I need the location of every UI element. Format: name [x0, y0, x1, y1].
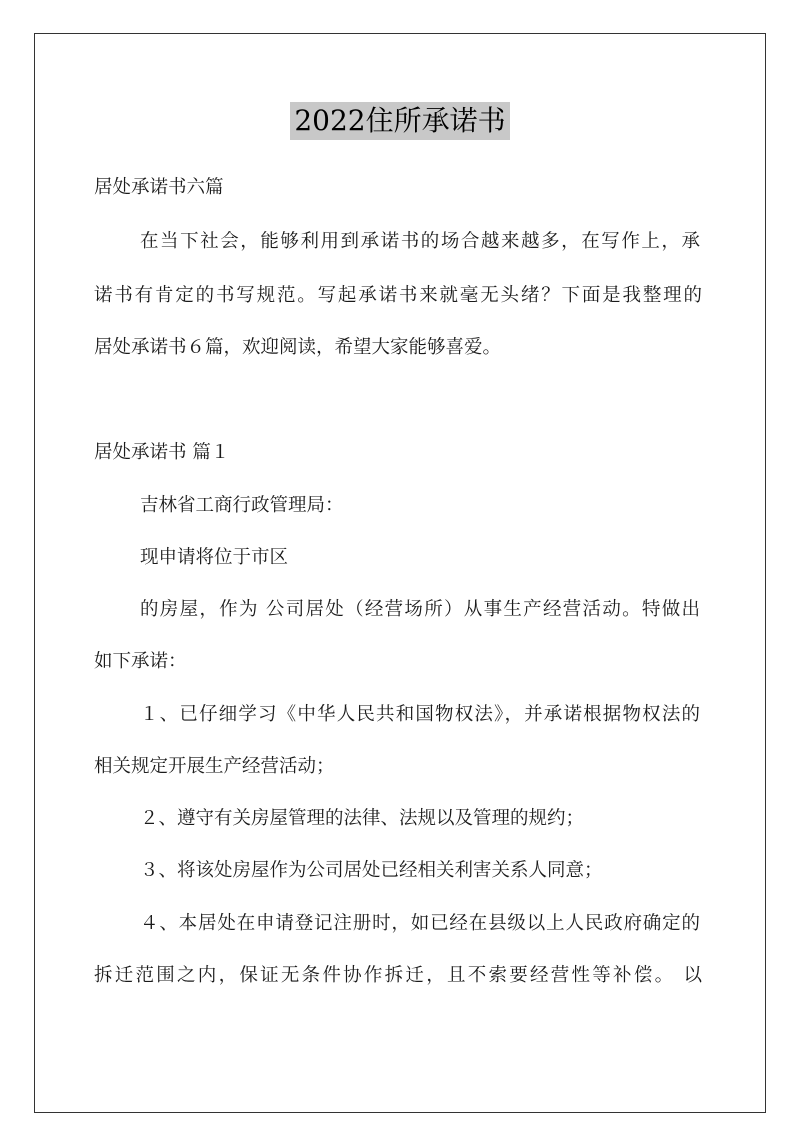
- body-line-1: 现申请将位于市区: [140, 547, 289, 568]
- addressee: 吉林省工商行政管理局：: [140, 495, 344, 516]
- title-container: [0, 102, 800, 140]
- body-line-6: ２、遵守有关房屋管理的法律、法规以及管理的规约；: [140, 808, 585, 829]
- section-heading: 居处承诺书 篇１: [94, 442, 230, 463]
- body-line-3: 如下承诺：: [94, 651, 187, 672]
- document-title: 2022住所承诺书: [290, 102, 509, 140]
- body-line-4: １、已仔细学习《中华人民共和国物权法》，并承诺根据物权法的: [140, 704, 700, 725]
- intro-line-2: 诺书有肯定的书写规范。写起承诺书来就毫无头绪？下面是我整理的: [94, 285, 702, 306]
- body-line-9: 拆迁范围之内，保证无条件协作拆迁，且不索要经营性等补偿。 以: [94, 965, 702, 986]
- body-line-5: 相关规定开展生产经营活动；: [94, 756, 335, 777]
- body-line-2: 的房屋，作为 公司居处（经营场所）从事生产经营活动。特做出: [140, 599, 700, 620]
- body-line-8: ４、本居处在申请登记注册时，如已经在县级以上人民政府确定的: [140, 913, 700, 934]
- intro-line-1: 在当下社会，能够利用到承诺书的场合越来越多，在写作上，承: [140, 231, 700, 252]
- body-line-7: ３、将该处房屋作为公司居处已经相关利害关系人同意；: [140, 860, 603, 881]
- document-subtitle: 居处承诺书六篇: [94, 177, 224, 198]
- intro-line-3: 居处承诺书６篇，欢迎阅读，希望大家能够喜爱。: [94, 337, 502, 358]
